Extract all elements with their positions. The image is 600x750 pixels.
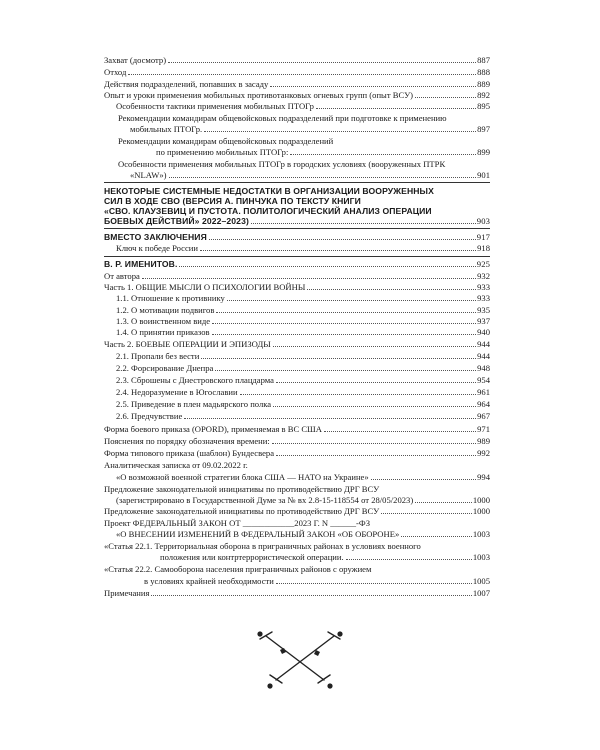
toc-entry[interactable]	[104, 424, 490, 434]
toc-entry-page: 887	[477, 55, 490, 65]
dot-leader	[276, 583, 472, 584]
toc-entry-title: 1.1. Отношение к противнику	[116, 293, 225, 303]
toc-entry-page: 948	[477, 363, 490, 373]
toc-entry-page: 940	[477, 327, 490, 337]
toc-entry-title: 2.2. Форсирование Днепра	[116, 363, 214, 373]
toc-entry-title: Пояснения по порядку обозначения времени:	[104, 436, 270, 446]
toc-entry-title: 2.3. Сброшены с Днестровского плацдарма	[116, 375, 274, 385]
toc-entry-title: Отход	[104, 67, 127, 77]
toc-entry[interactable]	[116, 327, 490, 337]
dot-leader	[215, 370, 476, 371]
toc-entry-page: 937	[477, 316, 490, 326]
toc-entry-title: В. Р. ИМЕНИТОВ.	[104, 259, 178, 269]
toc-entry[interactable]	[160, 552, 490, 562]
toc-entry-title: в условиях крайней необходимости	[144, 576, 274, 586]
toc-entry[interactable]	[116, 399, 490, 409]
toc-entry-page: 1005	[472, 576, 490, 586]
toc-entry-title: 2.6. Предчувствие	[116, 411, 183, 421]
dot-leader	[401, 536, 472, 537]
dot-leader	[209, 239, 476, 240]
toc-entry-page: 935	[477, 305, 490, 315]
toc-entry-page: 944	[477, 351, 490, 361]
toc-entry-title: (зарегистрировано в Государственной Думе за № вх 2.8-15-118554 от 28/05/2023)	[116, 495, 414, 505]
toc-entry-page: 1000	[472, 495, 490, 505]
toc-entry[interactable]	[104, 448, 490, 458]
toc-entry[interactable]	[130, 124, 490, 134]
dot-leader	[179, 266, 475, 267]
toc-entry-page: 892	[477, 90, 490, 100]
toc-entry-page: 895	[477, 101, 490, 111]
toc-entry-title: Часть 2. БОЕВЫЕ ОПЕРАЦИИ И ЭПИЗОДЫ	[104, 339, 271, 349]
toc-entry-page: 901	[477, 170, 490, 180]
toc-entry[interactable]	[116, 363, 490, 373]
toc-entry[interactable]	[104, 282, 490, 292]
crossed-swords-icon	[250, 628, 350, 692]
toc-entry[interactable]	[144, 576, 490, 586]
dot-leader	[251, 223, 476, 224]
toc-entry-page: 994	[477, 472, 490, 482]
toc-entry[interactable]	[116, 305, 490, 315]
toc-entry-title: 1.2. О мотивации подвигов	[116, 305, 215, 315]
toc-entry[interactable]	[116, 472, 490, 482]
toc-entry[interactable]	[104, 271, 490, 281]
toc-entry-title: «О ВНЕСЕНИИ ИЗМЕНЕНИЙ В ФЕДЕРАЛЬНЫЙ ЗАКОН «ОБ ОБОРОНЕ»	[116, 529, 400, 539]
toc-entry-title: Форма боевого приказа (OPORD), применяемая в ВС США	[104, 424, 322, 434]
dot-leader	[276, 382, 476, 383]
dot-leader	[415, 97, 476, 98]
dot-leader	[270, 86, 476, 87]
toc-entry[interactable]	[116, 411, 490, 421]
toc-entry[interactable]	[116, 316, 490, 326]
toc-entry-title: 1.3. О воинственном виде	[116, 316, 211, 326]
toc-entry[interactable]	[116, 387, 490, 397]
toc-entry-title: Проект ФЕДЕРАЛЬНЫЙ ЗАКОН ОТ ____________2023 Г. N ______-ФЗ	[104, 518, 371, 528]
toc-entry-page: 961	[477, 387, 490, 397]
dot-leader	[346, 559, 472, 560]
dot-leader	[273, 346, 476, 347]
toc-entry-page: 1007	[472, 588, 490, 598]
toc-entry-title: Особенности тактики применения мобильных ПТОГр	[116, 101, 314, 111]
toc-entry-title: 1.4. О принятии приказов	[116, 327, 210, 337]
toc-entry-page: 899	[477, 147, 490, 157]
toc-entry[interactable]	[104, 339, 490, 349]
toc-entry-title: «Статья 22.2. Самооборона населения приграничных районов с оружием	[104, 564, 372, 574]
toc-entry-page: 889	[477, 79, 490, 89]
toc-entry[interactable]	[104, 506, 490, 516]
toc-entry-title: Опыт и уроки применения мобильных противотанковых огневых групп (опыт ВСУ)	[104, 90, 414, 100]
dot-leader	[290, 154, 476, 155]
toc-entry-title: ВМЕСТО ЗАКЛЮЧЕНИЯ	[104, 232, 207, 242]
toc-entry-page: 933	[477, 293, 490, 303]
dot-leader	[415, 502, 472, 503]
dot-leader	[212, 334, 477, 335]
dot-leader	[169, 177, 477, 178]
toc-entry-page: 888	[477, 67, 490, 77]
section-divider	[104, 228, 490, 229]
toc-entry-title: Предложение законодательной инициативы по противодействию ДРГ ВСУ	[104, 484, 380, 494]
toc-entry[interactable]	[156, 147, 490, 157]
toc-entry[interactable]	[116, 351, 490, 361]
dot-leader	[272, 443, 476, 444]
toc-entry-page: 967	[477, 411, 490, 421]
toc-entry[interactable]	[116, 101, 490, 111]
toc-entry-page: 964	[477, 399, 490, 409]
toc-entry[interactable]	[104, 79, 490, 89]
toc-entry-title: «О возможной военной стратегии блока США — НАТО на Украине»	[116, 472, 369, 482]
toc-entry-page: 971	[477, 424, 490, 434]
toc-entry[interactable]	[130, 170, 490, 180]
toc-entry[interactable]	[104, 67, 490, 77]
dot-leader	[324, 431, 476, 432]
section-heading: СИЛ В ХОДЕ СВО (ВЕРСИЯ А. ПИНЧУКА ПО ТЕКСТУ КНИГИ	[104, 196, 361, 206]
toc-entry-page: 1003	[472, 529, 490, 539]
toc-entry-title: БОЕВЫХ ДЕЙСТВИЙ» 2022–2023)	[104, 216, 249, 226]
toc-entry[interactable]	[104, 436, 490, 446]
section-heading: «СВО. КЛАУЗЕВИЦ И ПУСТОТА. ПОЛИТОЛОГИЧЕСКИЙ АНАЛИЗ ОПЕРАЦИИ	[104, 206, 432, 216]
toc-entry[interactable]	[104, 216, 490, 226]
dot-leader	[204, 131, 476, 132]
toc-entry-page: 954	[477, 375, 490, 385]
toc-entry[interactable]	[104, 90, 490, 100]
toc-entry-title: мобильных ПТОГр.	[130, 124, 203, 134]
toc-entry-page: 933	[477, 282, 490, 292]
toc-entry-page: 897	[477, 124, 490, 134]
toc-entry-page: 903	[476, 216, 490, 226]
toc-entry-page: 1003	[472, 552, 490, 562]
section-divider	[104, 256, 490, 257]
toc-entry-title: Особенности применения мобильных ПТОГр в городских условиях (вооруженных ПТРК	[118, 159, 446, 169]
toc-entry-page: 944	[477, 339, 490, 349]
dot-leader	[168, 62, 476, 63]
toc-entry-title: «Статья 22.1. Территориальная оборона в приграничных районах в условиях военного	[104, 541, 421, 551]
toc-entry[interactable]	[116, 243, 490, 253]
toc-entry-page: 989	[477, 436, 490, 446]
toc-entry-title: 2.4. Недоразумение в Югославии	[116, 387, 238, 397]
toc-entry-page: 925	[476, 259, 490, 269]
toc-entry-title: Рекомендации командирам общевойсковых подразделений при подготовке к применению	[118, 113, 447, 123]
toc-entry[interactable]	[104, 232, 490, 242]
toc-entry-title: От автора	[104, 271, 140, 281]
toc-entry-title: Захват (досмотр)	[104, 55, 167, 65]
dot-leader	[316, 108, 476, 109]
dot-leader	[128, 74, 476, 75]
toc-entry-title: 2.5. Приведение в плен мадьярского полка	[116, 399, 272, 409]
dot-leader	[227, 300, 476, 301]
toc-entry[interactable]	[104, 259, 490, 269]
toc-entry[interactable]	[116, 293, 490, 303]
toc-entry[interactable]	[104, 588, 490, 598]
toc-entry-title: «NLAW»)	[130, 170, 167, 180]
dot-leader	[201, 358, 476, 359]
dot-leader	[151, 595, 471, 596]
toc-entry-title: Примечания	[104, 588, 150, 598]
dot-leader	[200, 250, 476, 251]
toc-entry[interactable]	[104, 55, 490, 65]
dot-leader	[142, 278, 476, 279]
dot-leader	[276, 455, 476, 456]
toc-entry-page: 918	[477, 243, 490, 253]
dot-leader	[184, 418, 476, 419]
toc-entry-title: положения или контртеррористической операции.	[160, 552, 344, 562]
toc-entry-page: 932	[477, 271, 490, 281]
toc-entry-page: 917	[476, 232, 490, 242]
toc-entry-title: Форма типового приказа (шаблон) Бундесвера	[104, 448, 275, 458]
toc-entry-title: Аналитическая записка от 09.02.2022 г.	[104, 460, 248, 470]
toc-entry[interactable]	[116, 495, 490, 505]
toc-entry-title: Часть 1. ОБЩИЕ МЫСЛИ О ПСИХОЛОГИИ ВОЙНЫ	[104, 282, 306, 292]
toc-entry[interactable]	[116, 375, 490, 385]
toc-entry-title: по применению мобильных ПТОГр:	[156, 147, 289, 157]
dot-leader	[371, 479, 476, 480]
section-divider	[104, 182, 490, 183]
dot-leader	[273, 406, 476, 407]
dot-leader	[216, 312, 476, 313]
dot-leader	[240, 394, 477, 395]
toc-entry-title: Ключ к победе России	[116, 243, 199, 253]
dot-leader	[307, 289, 476, 290]
toc-entry[interactable]	[116, 529, 490, 539]
dot-leader	[381, 513, 472, 514]
toc-entry-title: Предложение законодательной инициативы по противодействию ДРГ ВСУ	[104, 506, 380, 516]
toc-entry-title: 2.1. Пропали без вести	[116, 351, 200, 361]
toc-entry-title: Рекомендации командирам общевойсковых подразделений	[118, 136, 334, 146]
toc-entry-page: 992	[477, 448, 490, 458]
dot-leader	[212, 323, 476, 324]
section-heading: НЕКОТОРЫЕ СИСТЕМНЫЕ НЕДОСТАТКИ В ОРГАНИЗАЦИИ ВООРУЖЕННЫХ	[104, 186, 434, 196]
toc-entry-page: 1000	[472, 506, 490, 516]
toc-entry-title: Действия подразделений, попавших в засаду	[104, 79, 269, 89]
